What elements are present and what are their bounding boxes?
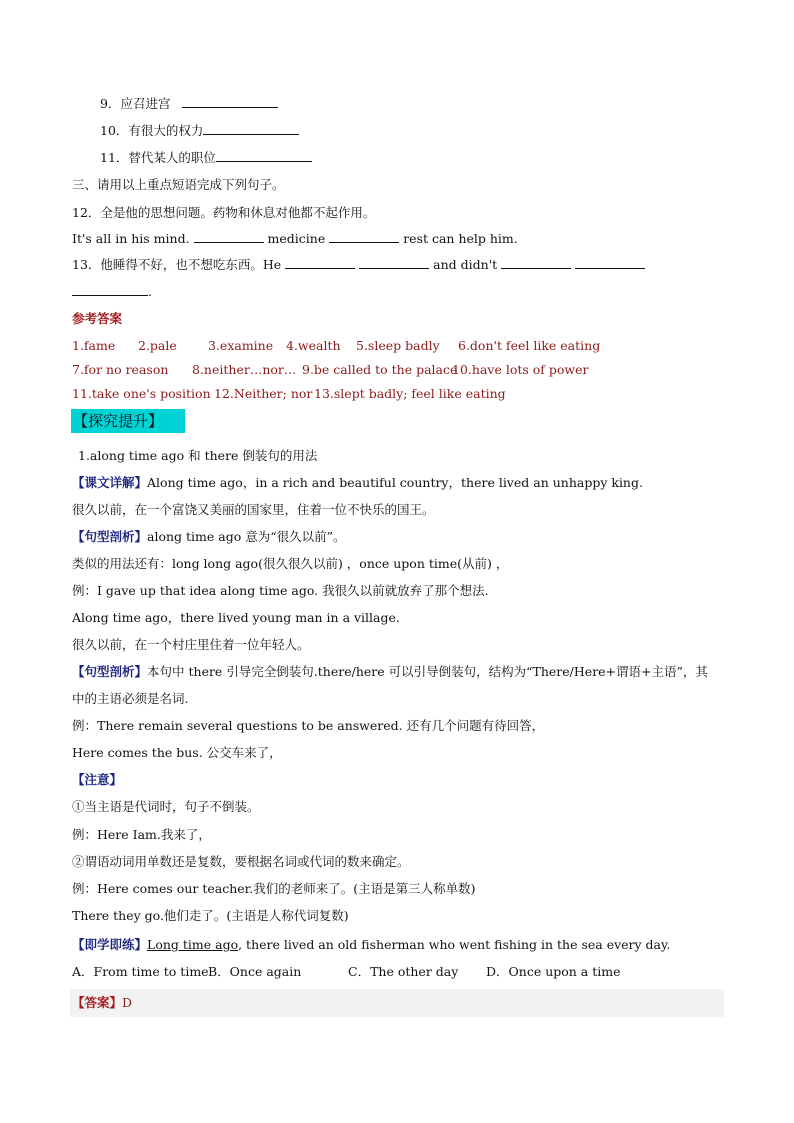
practice-tag: 【即学即练】 [72,937,148,952]
note-tag: 【注意】 [72,772,123,787]
answer-blank[interactable] [329,230,399,243]
example-2-translation: 很久以前，在一个村庄里住着一位年轻人。 [72,637,310,652]
answer-item: 11.take one's position [72,386,211,401]
phrase-number: 9． [100,96,121,111]
option-c[interactable]: C．The other day [348,964,459,979]
question-12-chinese: 12．全是他的思想问题。药物和休息对他都不起作用。 [72,205,376,220]
similar-usage: 类似的用法还有：long long ago(很久很久以前) ，once upon time(从前) ， [72,556,509,571]
text-detail [72,474,643,492]
analysis-tag: 【句型剖析】 [72,664,148,679]
text-detail-sentence: Along time ago，in a rich and beautiful country，there lived an unhappy king. [147,475,643,490]
answer-item: 12.Neither; nor [214,386,313,401]
example-3: 例：There remain several questions to be answered. 还有几个问题有待回答， [72,718,545,733]
phrase-text: 有很大的权力 [128,123,204,138]
answer-item: 9.be called to the palace [302,362,458,377]
example-2: Along time ago，there lived young man in a village. [72,610,400,625]
practice-question [72,936,670,954]
text-detail-translation: 很久以前，在一个富饶又美丽的国家里，住着一位不快乐的国王。 [72,502,435,517]
phrase-number: 11． [100,150,129,165]
practice-options [72,963,621,981]
answer-item: 6.don't feel like eating [458,338,601,353]
option-d[interactable]: D．Once upon a time [486,964,621,979]
answer-blank[interactable] [194,230,264,243]
option-b[interactable]: B．Once again [208,964,302,979]
example-1: 例：I gave up that idea along time ago. 我很久以前就放弃了那个想法. [72,583,489,598]
analysis-2-continued: 中的主语必须是名词. [72,691,189,706]
note-2-example-1: 例：Here comes our teacher.我们的老师来了。(主语是第三人称单数) [72,881,476,896]
phrase-number: 10． [100,123,129,138]
analysis-text: along time ago 意为“很久以前”。 [147,529,346,544]
answer-blank[interactable] [203,122,299,135]
q13-end: . [148,284,152,299]
answers-row-1 [72,337,600,355]
answer-blank[interactable] [359,256,429,269]
note-1: ①当主语是代词时，句子不倒装。 [72,799,260,814]
question-13-continued [72,283,152,301]
answer-item: 8.neither…nor… [192,362,297,377]
section-heading-box: 【探究提升】 [71,409,185,433]
answer-blank[interactable] [72,283,148,296]
answer-tag: 【答案】 [72,995,123,1010]
analysis-1 [72,528,346,546]
note-1-example: 例：Here Iam.我来了， [72,827,211,842]
q12-part-a: It's all in his mind. [72,231,190,246]
text-detail-tag: 【课文详解】 [72,475,148,490]
answer-item: 2.pale [138,338,177,353]
answer-blank[interactable] [501,256,571,269]
practice-underlined: Long time ago [147,937,239,952]
answers-row-2 [72,361,588,379]
option-a[interactable]: A．From time to time [72,964,209,979]
answer-item: 1.fame [72,338,116,353]
answer-blank[interactable] [285,256,355,269]
q12-part-b: medicine [267,231,326,246]
phrase-text: 应召进宫 [120,96,171,111]
answer-item: 7.for no reason [72,362,169,377]
q13-middle: and didn't [433,257,498,272]
practice-sentence: , there lived an old fisherman who went fishing in the sea every day. [238,937,671,952]
answers-title: 参考答案 [72,311,123,326]
q12-part-c: rest can help him. [403,231,518,246]
answer-blank[interactable] [575,256,645,269]
answers-row-3 [72,385,506,403]
answer-blank[interactable] [182,95,278,108]
section-3-title: 三、请用以上重点短语完成下列句子。 [72,177,285,192]
answer-bar [70,989,724,1017]
analysis-2 [72,663,708,681]
example-4: Here comes the bus. 公交车来了， [72,745,282,760]
note-2: ②谓语动词用单数还是复数，要根据名词或代词的数来确定。 [72,854,410,869]
answer-item: 5.sleep badly [356,338,440,353]
answer-item: 4.wealth [286,338,341,353]
answer-blank[interactable] [216,149,312,162]
question-12-english [72,230,518,248]
phrase-10 [100,122,299,140]
phrase-11 [100,149,312,167]
q13-chinese: 13．他睡得不好，也不想吃东西。He [72,257,282,272]
answer-item: 13.slept badly; feel like eating [314,386,506,401]
answer-item: 10.have lots of power [452,362,589,377]
question-13 [72,256,645,274]
note-2-example-2: There they go.他们走了。(主语是人称代词复数) [72,908,349,923]
answer-value: D [122,995,133,1010]
answer-line [72,994,132,1012]
answer-item: 3.examine [208,338,274,353]
topic-title: 1.along time ago 和 there 倒装句的用法 [78,448,318,463]
analysis-tag: 【句型剖析】 [72,529,148,544]
phrase-text: 替代某人的职位 [128,150,216,165]
phrase-9 [100,95,278,113]
analysis-text: 本句中 there 引导完全倒装句.there/here 可以引导倒装句，结构为“There/Here+谓语+主语”，其 [147,664,708,679]
